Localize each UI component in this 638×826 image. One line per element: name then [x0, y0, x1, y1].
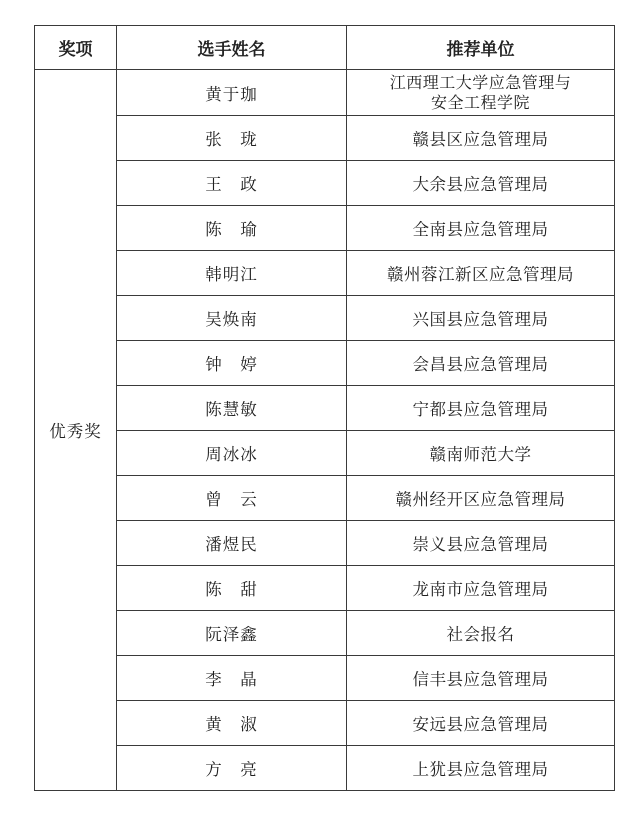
table-row	[35, 431, 615, 476]
recommending-unit	[347, 70, 615, 116]
recommending-unit: 全南县应急管理局	[347, 206, 615, 251]
contestant-name: 张 珑	[117, 116, 347, 161]
award-category-cell: 优秀奖	[35, 70, 117, 791]
contestant-name: 吴焕南	[117, 296, 347, 341]
table-row	[35, 521, 615, 566]
contestant-name: 钟 婷	[117, 341, 347, 386]
recommending-unit-line2: 安全工程学院	[430, 92, 530, 112]
recommending-unit: 会昌县应急管理局	[347, 341, 615, 386]
table-row	[35, 70, 615, 116]
award-table	[34, 25, 615, 791]
recommending-unit: 社会报名	[347, 611, 615, 656]
recommending-unit-line1: 江西理工大学应急管理与	[389, 72, 572, 92]
recommending-unit: 赣州蓉江新区应急管理局	[347, 251, 615, 296]
table-row	[35, 116, 615, 161]
contestant-name: 王 政	[117, 161, 347, 206]
table-row	[35, 206, 615, 251]
table-row	[35, 656, 615, 701]
table-row	[35, 701, 615, 746]
recommending-unit: 赣县区应急管理局	[347, 116, 615, 161]
table-body	[35, 70, 615, 791]
recommending-unit: 信丰县应急管理局	[347, 656, 615, 701]
table-row	[35, 341, 615, 386]
recommending-unit: 安远县应急管理局	[347, 701, 615, 746]
table-row	[35, 251, 615, 296]
contestant-name: 韩明江	[117, 251, 347, 296]
contestant-name: 黄 淑	[117, 701, 347, 746]
contestant-name: 方 亮	[117, 746, 347, 791]
recommending-unit: 龙南市应急管理局	[347, 566, 615, 611]
recommending-unit: 赣州经开区应急管理局	[347, 476, 615, 521]
table-row	[35, 611, 615, 656]
recommending-unit: 大余县应急管理局	[347, 161, 615, 206]
recommending-unit: 崇义县应急管理局	[347, 521, 615, 566]
header-award: 奖项	[35, 26, 117, 70]
contestant-name: 黄于珈	[117, 70, 347, 116]
recommending-unit: 赣南师范大学	[347, 431, 615, 476]
table-row	[35, 296, 615, 341]
recommending-unit: 上犹县应急管理局	[347, 746, 615, 791]
contestant-name: 陈 甜	[117, 566, 347, 611]
contestant-name: 陈 瑜	[117, 206, 347, 251]
contestant-name: 阮泽鑫	[117, 611, 347, 656]
contestant-name: 潘煜民	[117, 521, 347, 566]
header-unit: 推荐单位	[347, 26, 615, 70]
table-row	[35, 161, 615, 206]
contestant-name: 曾 云	[117, 476, 347, 521]
recommending-unit: 兴国县应急管理局	[347, 296, 615, 341]
table-row	[35, 476, 615, 521]
contestant-name: 李 晶	[117, 656, 347, 701]
table-row	[35, 566, 615, 611]
table-row	[35, 746, 615, 791]
contestant-name: 周冰冰	[117, 431, 347, 476]
contestant-name: 陈慧敏	[117, 386, 347, 431]
recommending-unit: 宁都县应急管理局	[347, 386, 615, 431]
table-row	[35, 386, 615, 431]
header-row	[35, 26, 615, 70]
header-name: 选手姓名	[117, 26, 347, 70]
